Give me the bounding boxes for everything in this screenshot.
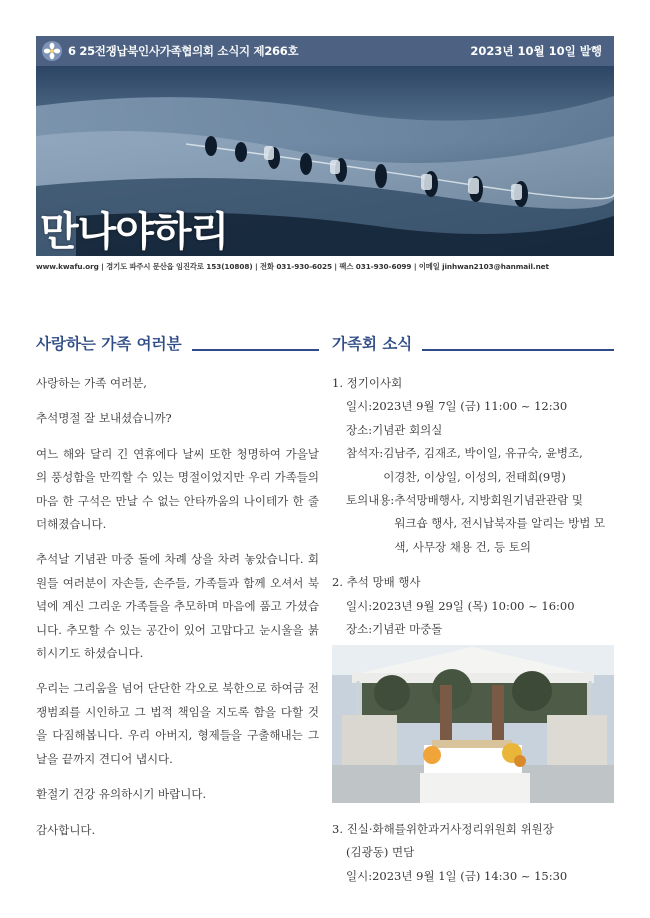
letter-paragraph: 우리는 그리움을 넘어 단단한 각오로 북한으로 하여금 전쟁범죄를 시인하고 그 법적 책임을 지도록 함을 다할 것을 다짐해봅니다. 우리 아버지, 형제들을 구출해내는 그 날을 끝까지 견디어 냅시다. <box>36 681 319 766</box>
issue-title: 6 25전쟁납북인사가족협의회 소식지 제266호 <box>68 44 299 58</box>
news-row-date <box>332 595 617 618</box>
banner-title: 만나야하리 <box>40 209 229 255</box>
row-label: 장소: <box>346 622 373 637</box>
row-label: 일시: <box>346 598 373 613</box>
news-item-title: 3. 진실·화해를위한과거사정리위원회 위원장 <box>332 822 554 836</box>
event-photo-image <box>332 645 614 803</box>
row-value: 기념관 마중돌 <box>372 622 443 637</box>
banner-photo <box>36 66 614 256</box>
attendee-line: 김남주, 김재조, 박이일, 유규숙, 윤병조, <box>383 446 583 461</box>
publish-date: 2023년 10월 10일 발행 <box>470 44 602 58</box>
news-item-subtitle: (김광동) 면담 <box>346 845 415 860</box>
letter-paragraph: 감사합니다. <box>36 822 96 837</box>
contact-line: www.kwafu.org | 경기도 파주시 문산읍 임진각로 153(10808) | 전화 031-930-6025 | 팩스 031-930-6099 | 이메일 jinhwan2103@hanmail.net <box>36 262 549 271</box>
row-value <box>383 442 617 489</box>
memorial-event-photo <box>332 645 614 803</box>
news-row-date <box>332 865 617 888</box>
news-row-date <box>332 395 617 418</box>
heading-text: 가족회 소식 <box>332 335 413 353</box>
news-row-place <box>332 419 617 442</box>
row-label: 토의내용: <box>346 493 395 508</box>
letter-paragraph: 환절기 건강 유의하시기 바랍니다. <box>36 787 207 802</box>
row-value <box>394 489 617 559</box>
row-label: 일시: <box>346 868 373 883</box>
section-heading-news <box>332 333 614 353</box>
attendee-line: 이경찬, 이상일, 이성의, 전태희(9명) <box>383 469 566 484</box>
news-row-place <box>332 618 617 641</box>
letter-paragraph: 사랑하는 가족 여러분, <box>36 376 147 390</box>
section-heading-letter <box>36 333 319 353</box>
news-row-agenda <box>332 489 617 559</box>
letter-paragraph: 추석명절 잘 보내셨습니까? <box>36 411 172 426</box>
agenda-line: 색, 사무장 채용 건, 등 토의 <box>394 539 531 554</box>
row-value: 기념관 회의실 <box>372 422 443 437</box>
news-row-attendees <box>332 442 617 489</box>
news-list <box>332 372 617 665</box>
letter-body <box>36 372 319 854</box>
row-label: 일시: <box>346 399 373 414</box>
heading-rule <box>192 349 319 351</box>
heading-text: 사랑하는 가족 여러분 <box>36 335 182 353</box>
row-value: 2023년 9월 1일 (금) 14:30 ~ 15:30 <box>372 868 568 883</box>
news-item-title: 2. 추석 망배 행사 <box>332 575 421 590</box>
row-label: 참석자: <box>346 446 384 461</box>
agenda-line: 워크숍 행사, 전시납북자를 알리는 방법 모 <box>394 516 606 531</box>
heading-rule <box>422 349 614 351</box>
masthead-bar <box>36 36 614 66</box>
agenda-line: 추석망배행사, 지방회원기념관관람 및 <box>394 493 584 508</box>
news-item-title: 1. 정기이사회 <box>332 376 403 390</box>
row-label: 장소: <box>346 422 373 437</box>
letter-paragraph: 여느 해와 달리 긴 연휴에다 날씨 또한 청명하여 가을날의 풍성함을 만끽할 수 있는 명절이었지만 우리 가족들의 마음 한 구석은 만날 수 없는 안타까움의 나이테가 한 줄 더해졌습니다. <box>36 446 319 532</box>
flower-logo-icon <box>41 40 63 62</box>
letter-paragraph: 추석날 기념관 마중 돌에 차례 상을 차려 놓았습니다. 회원들 여러분이 자손들, 손주들, 가족들과 함께 오셔서 북녘에 계신 그리운 가족들을 추모하며 마음에 품고 가셨습니다. 추모할 수 있는 공간이 있어 고맙다고 눈시울을 붉히시기도 하셨습니다. <box>36 552 319 661</box>
row-value: 2023년 9월 29일 (목) 10:00 ~ 16:00 <box>372 598 575 613</box>
news-item-3 <box>332 818 617 888</box>
row-value: 2023년 9월 7일 (금) 11:00 ~ 12:30 <box>372 399 568 414</box>
